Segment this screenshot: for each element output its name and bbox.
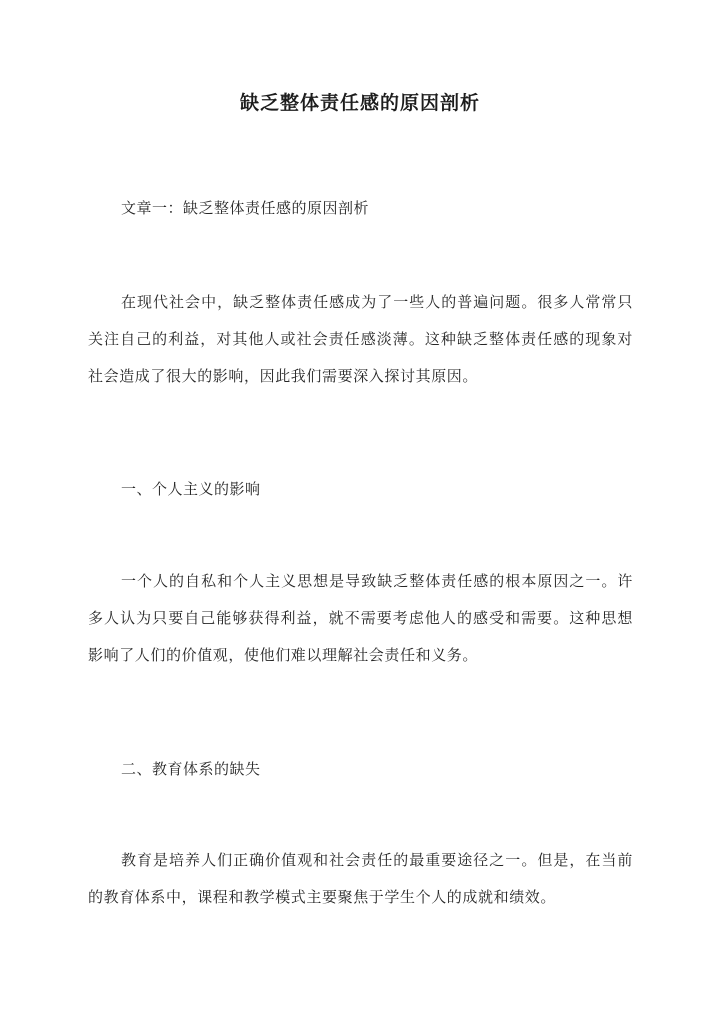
section1-paragraph: 一个人的自私和个人主义思想是导致缺乏整体责任感的根本原因之一。许多人认为只要自己能够获得利益，就不需要考虑他人的感受和需要。这种思想影响了人们的价值观，使他们难以理解社会责任和义务。 <box>88 572 633 664</box>
article-label: 文章一：缺乏整体责任感的原因剖析 <box>121 199 370 217</box>
document-title: 缺乏整体责任感的原因剖析 <box>239 92 480 114</box>
section2-paragraph: 教育是培养人们正确价值观和社会责任的最重要途径之一。但是，在当前的教育体系中，课程和教学模式主要聚焦于学生个人的成就和绩效。 <box>88 851 633 906</box>
intro-paragraph: 在现代社会中，缺乏整体责任感成为了一些人的普遍问题。很多人常常只关注自己的利益，对其他人或社会责任感淡薄。这种缺乏整体责任感的现象对社会造成了很大的影响，因此我们需要深入探讨其原因。 <box>88 293 633 385</box>
section1-heading: 一、个人主义的影响 <box>121 480 261 498</box>
section2-heading: 二、教育体系的缺失 <box>121 760 261 778</box>
